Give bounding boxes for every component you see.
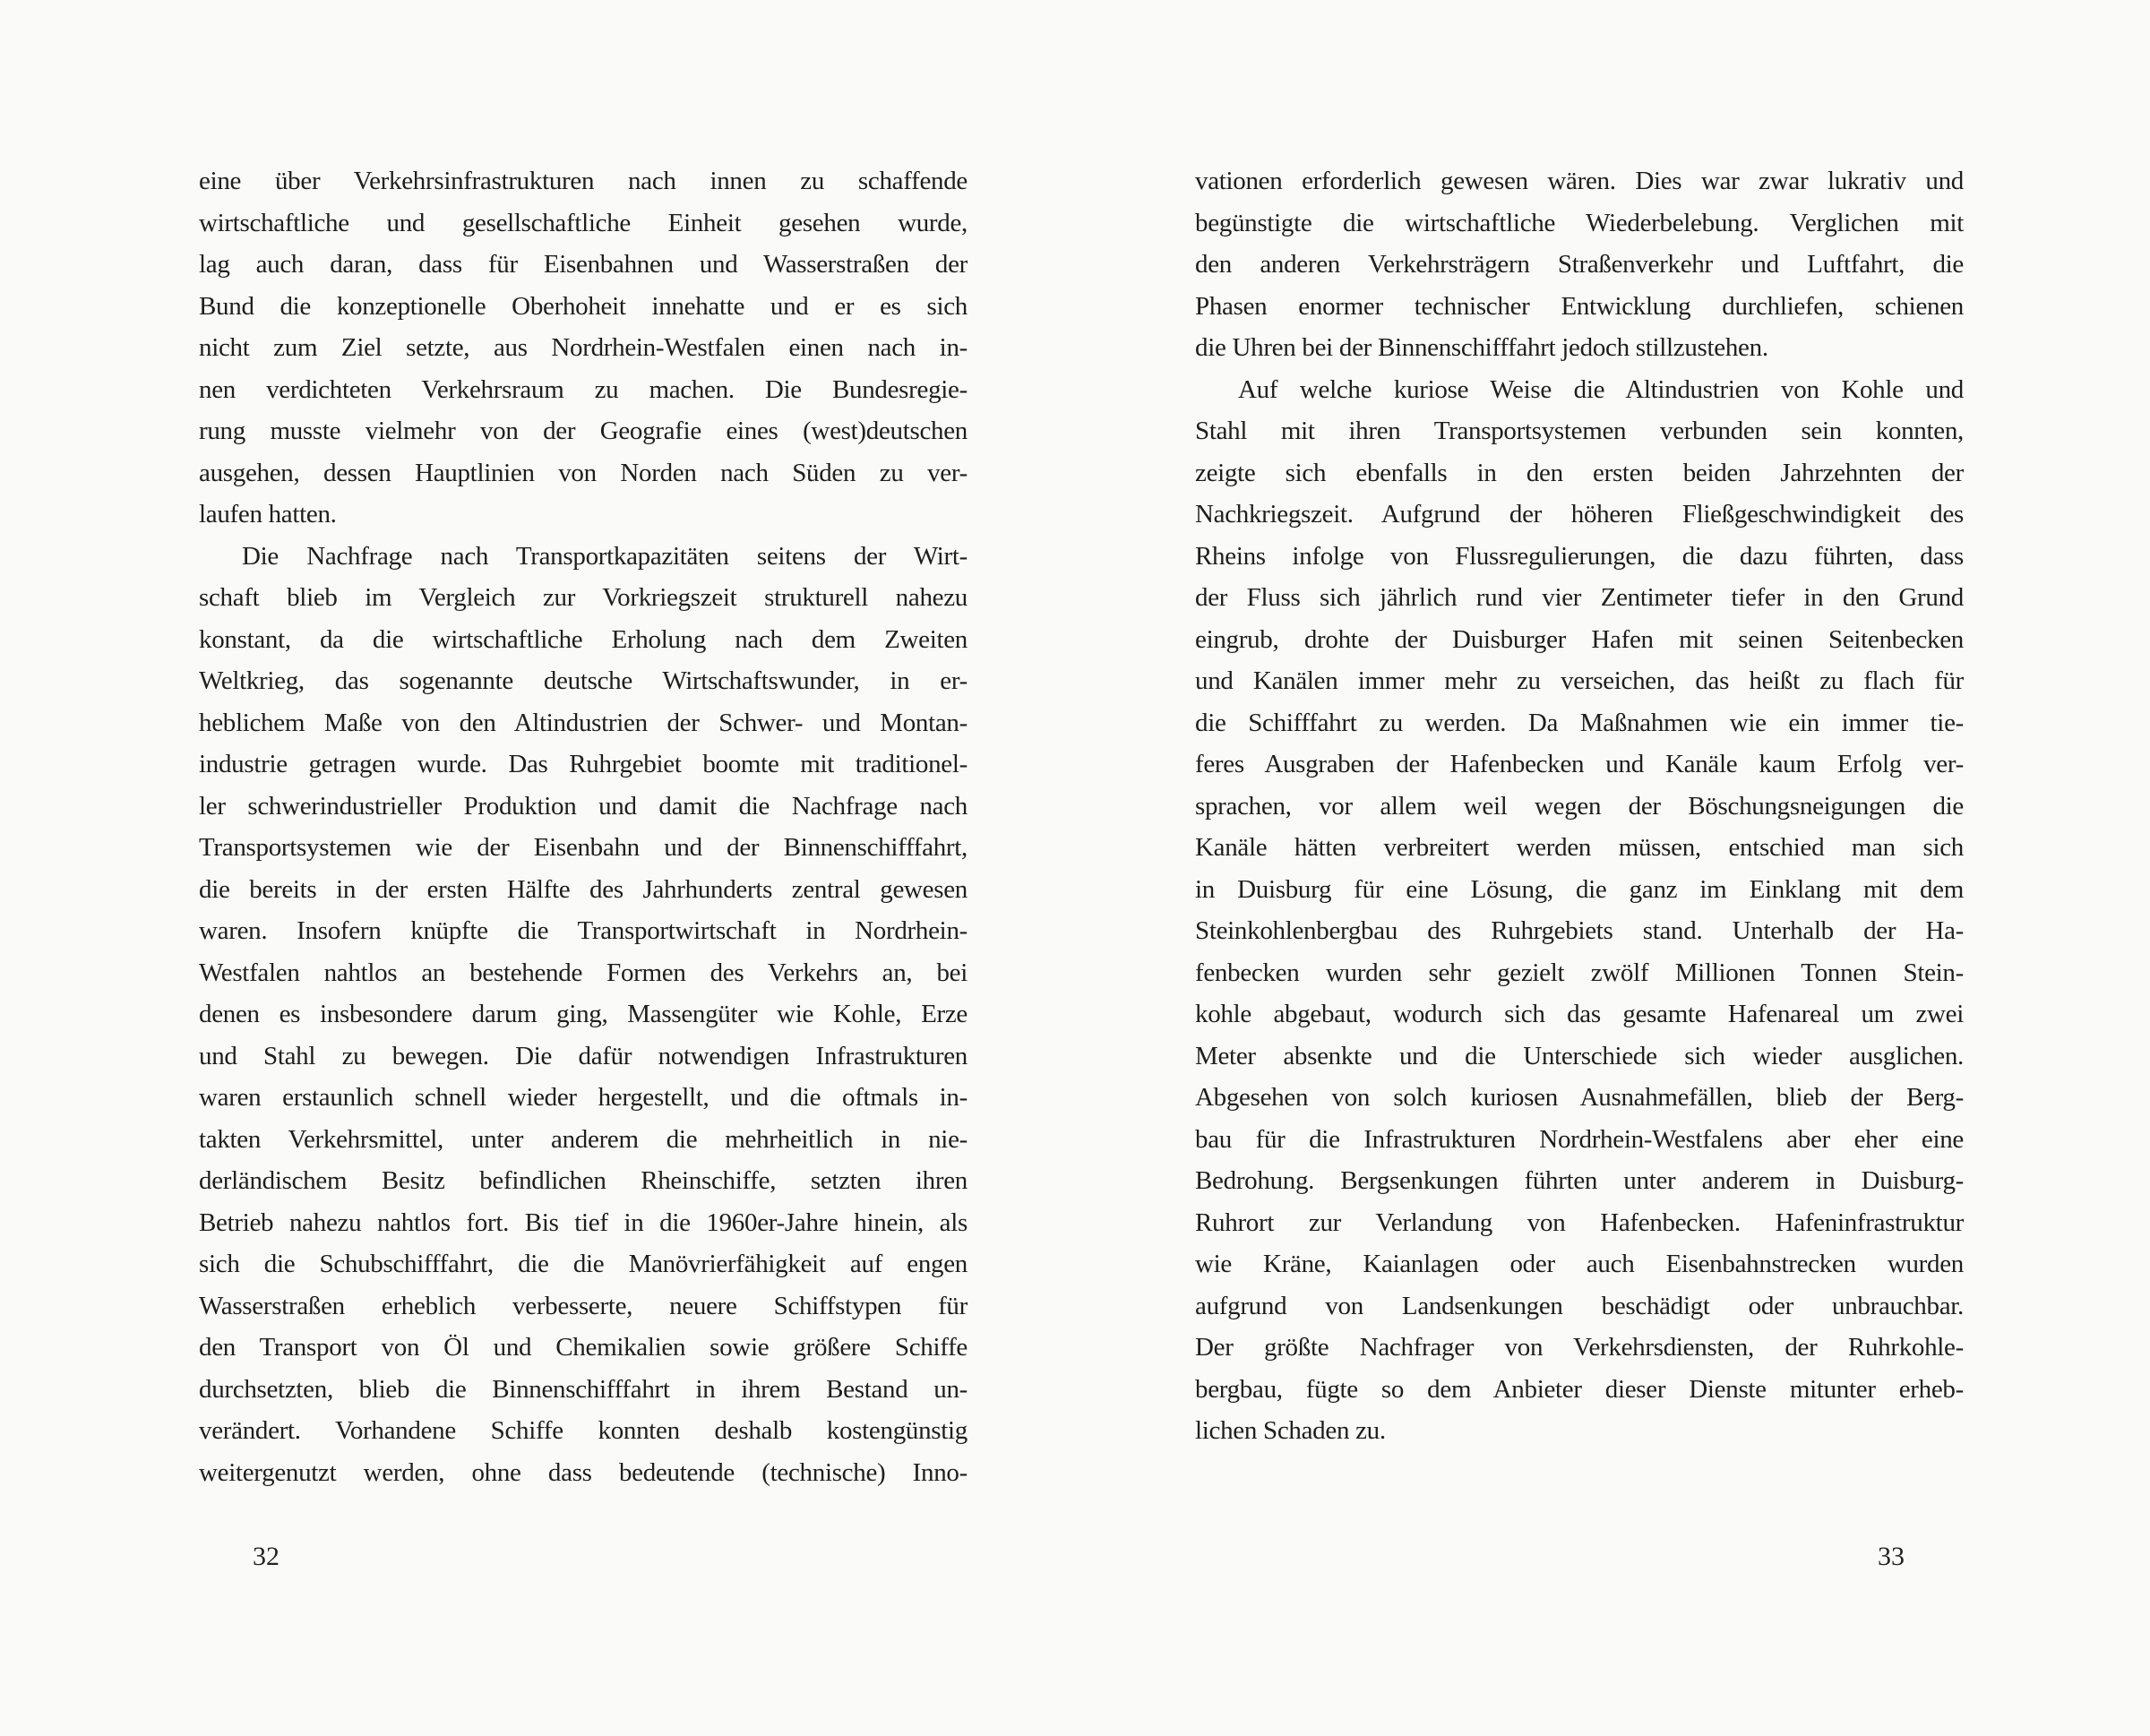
text-line: durchsetzten, blieb die Binnenschifffahrt in ihrem Bestand un- — [199, 1374, 968, 1404]
text-line: Ruhrort zur Verlandung von Hafenbecken. Hafeninfrastruktur — [1195, 1207, 1964, 1237]
text-line: Bund die konzeptionelle Oberhoheit innehatte und er es sich — [199, 291, 968, 321]
page-number-left: 32 — [253, 1542, 280, 1571]
text-line: aufgrund von Landsenkungen beschädigt oder unbrauchbar. — [1195, 1291, 1964, 1320]
page-right — [1075, 0, 2150, 1736]
text-line: begünstigte die wirtschaftliche Wiederbelebung. Verglichen mit — [1195, 208, 1964, 237]
text-line: Auf welche kuriose Weise die Altindustrien von Kohle und — [1238, 374, 1964, 404]
text-line: schaft blieb im Vergleich zur Vorkriegszeit strukturell nahezu — [199, 583, 968, 612]
text-line: ausgehen, dessen Hauptlinien von Norden nach Süden zu ver- — [199, 458, 968, 487]
text-line: Weltkrieg, das sogenannte deutsche Wirtschaftswunder, in er- — [199, 666, 968, 695]
text-line: Abgesehen von solch kuriosen Ausnahmefällen, blieb der Berg- — [1195, 1083, 1964, 1112]
page-left-text-column — [199, 160, 968, 1493]
text-line: Kanäle hätten verbreitert werden müssen, entschied man sich — [1195, 833, 1964, 862]
text-line: und Kanälen immer mehr zu verseichen, das heißt zu flach für — [1195, 666, 1964, 695]
text-line: bau für die Infrastrukturen Nordrhein-Westfalens aber eher eine — [1195, 1124, 1964, 1154]
text-line: lichen Schaden zu. — [1195, 1416, 1386, 1445]
text-line: in Duisburg für eine Lösung, die ganz im Einklang mit dem — [1195, 874, 1964, 904]
text-line: Rheins infolge von Flussregulierungen, die dazu führten, dass — [1195, 541, 1964, 571]
text-line: eingrub, drohte der Duisburger Hafen mit seinen Seitenbecken — [1195, 624, 1964, 654]
text-line: lag auch daran, dass für Eisenbahnen und Wasserstraßen der — [199, 250, 968, 279]
text-line: kohle abgebaut, wodurch sich das gesamte Hafenareal um zwei — [1195, 1000, 1964, 1028]
text-line: der Fluss sich jährlich rund vier Zentimeter tiefer in den Grund — [1195, 583, 1964, 612]
text-line: waren erstaunlich schnell wieder hergestellt, und die oftmals in- — [199, 1083, 968, 1112]
text-line: waren. Insofern knüpfte die Transportwirtschaft in Nordrhein- — [199, 916, 968, 945]
text-line: Phasen enormer technischer Entwicklung durchliefen, schienen — [1195, 291, 1964, 321]
text-line: sich die Schubschifffahrt, die die Manövrierfähigkeit auf engen — [199, 1250, 968, 1278]
text-line: Bedrohung. Bergsenkungen führten unter anderem in Duisburg- — [1195, 1166, 1964, 1195]
text-line: wirtschaftliche und gesellschaftliche Einheit gesehen wurde, — [199, 208, 968, 237]
text-line: rung musste vielmehr von der Geografie eines (west)deutschen — [199, 417, 968, 445]
text-line: derländischem Besitz befindlichen Rheinschiffe, setzten ihren — [199, 1166, 968, 1195]
text-line: den Transport von Öl und Chemikalien sowie größere Schiffe — [199, 1333, 968, 1362]
text-line: und Stahl zu bewegen. Die dafür notwendigen Infrastrukturen — [199, 1041, 968, 1070]
text-line: takten Verkehrsmittel, unter anderem die mehrheitlich in nie- — [199, 1124, 968, 1154]
text-line: wie Kräne, Kaianlagen oder auch Eisenbahnstrecken wurden — [1195, 1250, 1964, 1278]
text-line: vationen erforderlich gewesen wären. Dies war zwar lukrativ und — [1195, 167, 1964, 195]
text-line: fenbecken wurden sehr gezielt zwölf Millionen Tonnen Stein- — [1195, 958, 1964, 987]
text-line: weitergenutzt werden, ohne dass bedeutende (technische) Inno- — [199, 1457, 968, 1487]
text-line: verändert. Vorhandene Schiffe konnten deshalb kostengünstig — [199, 1416, 968, 1445]
text-line: feres Ausgraben der Hafenbecken und Kanäle kaum Erfolg ver- — [1195, 750, 1964, 778]
text-line: denen es insbesondere darum ging, Massengüter wie Kohle, Erze — [199, 1000, 968, 1028]
text-line: Meter absenkte und die Unterschiede sich wieder ausglichen. — [1195, 1041, 1964, 1070]
text-line: industrie getragen wurde. Das Ruhrgebiet boomte mit traditionel- — [199, 750, 968, 778]
page-number-right: 33 — [1878, 1542, 1905, 1571]
text-line: Der größte Nachfrager von Verkehrsdiensten, der Ruhrkohle- — [1195, 1333, 1964, 1362]
text-line: nicht zum Ziel setzte, aus Nordrhein-Westfalen einen nach in- — [199, 333, 968, 362]
text-line: Die Nachfrage nach Transportkapazitäten seitens der Wirt- — [242, 541, 968, 571]
text-line: sprachen, vor allem weil wegen der Böschungsneigungen die — [1195, 791, 1964, 821]
text-line: konstant, da die wirtschaftliche Erholung nach dem Zweiten — [199, 624, 968, 654]
page-right-text-column — [1195, 160, 1964, 1452]
text-line: den anderen Verkehrsträgern Straßenverkehr und Luftfahrt, die — [1195, 250, 1964, 279]
text-line: laufen hatten. — [199, 500, 337, 529]
text-line: heblichem Maße von den Altindustrien der Schwer- und Montan- — [199, 708, 968, 737]
text-line: Transportsystemen wie der Eisenbahn und der Binnenschifffahrt, — [199, 833, 968, 862]
text-line: die bereits in der ersten Hälfte des Jahrhunderts zentral gewesen — [199, 874, 968, 904]
text-line: Westfalen nahtlos an bestehende Formen des Verkehrs an, bei — [199, 958, 968, 987]
text-line: Steinkohlenbergbau des Ruhrgebiets stand. Unterhalb der Ha- — [1195, 916, 1964, 945]
text-line: Betrieb nahezu nahtlos fort. Bis tief in die 1960er-Jahre hinein, als — [199, 1207, 968, 1237]
text-line: Wasserstraßen erheblich verbesserte, neuere Schiffstypen für — [199, 1291, 968, 1320]
text-line: Stahl mit ihren Transportsystemen verbunden sein konnten, — [1195, 417, 1964, 445]
text-line: nen verdichteten Verkehrsraum zu machen. Die Bundesregie- — [199, 374, 968, 404]
text-line: eine über Verkehrsinfrastrukturen nach innen zu schaffende — [199, 167, 968, 195]
text-line: die Uhren bei der Binnenschifffahrt jedoch stillzustehen. — [1195, 333, 1768, 362]
text-line: zeigte sich ebenfalls in den ersten beiden Jahrzehnten der — [1195, 458, 1964, 487]
text-line: Nachkriegszeit. Aufgrund der höheren Fließgeschwindigkeit des — [1195, 500, 1964, 529]
text-line: ler schwerindustrieller Produktion und damit die Nachfrage nach — [199, 791, 968, 821]
text-line: bergbau, fügte so dem Anbieter dieser Dienste mitunter erheb- — [1195, 1374, 1964, 1404]
text-line: die Schifffahrt zu werden. Da Maßnahmen wie ein immer tie- — [1195, 708, 1964, 737]
